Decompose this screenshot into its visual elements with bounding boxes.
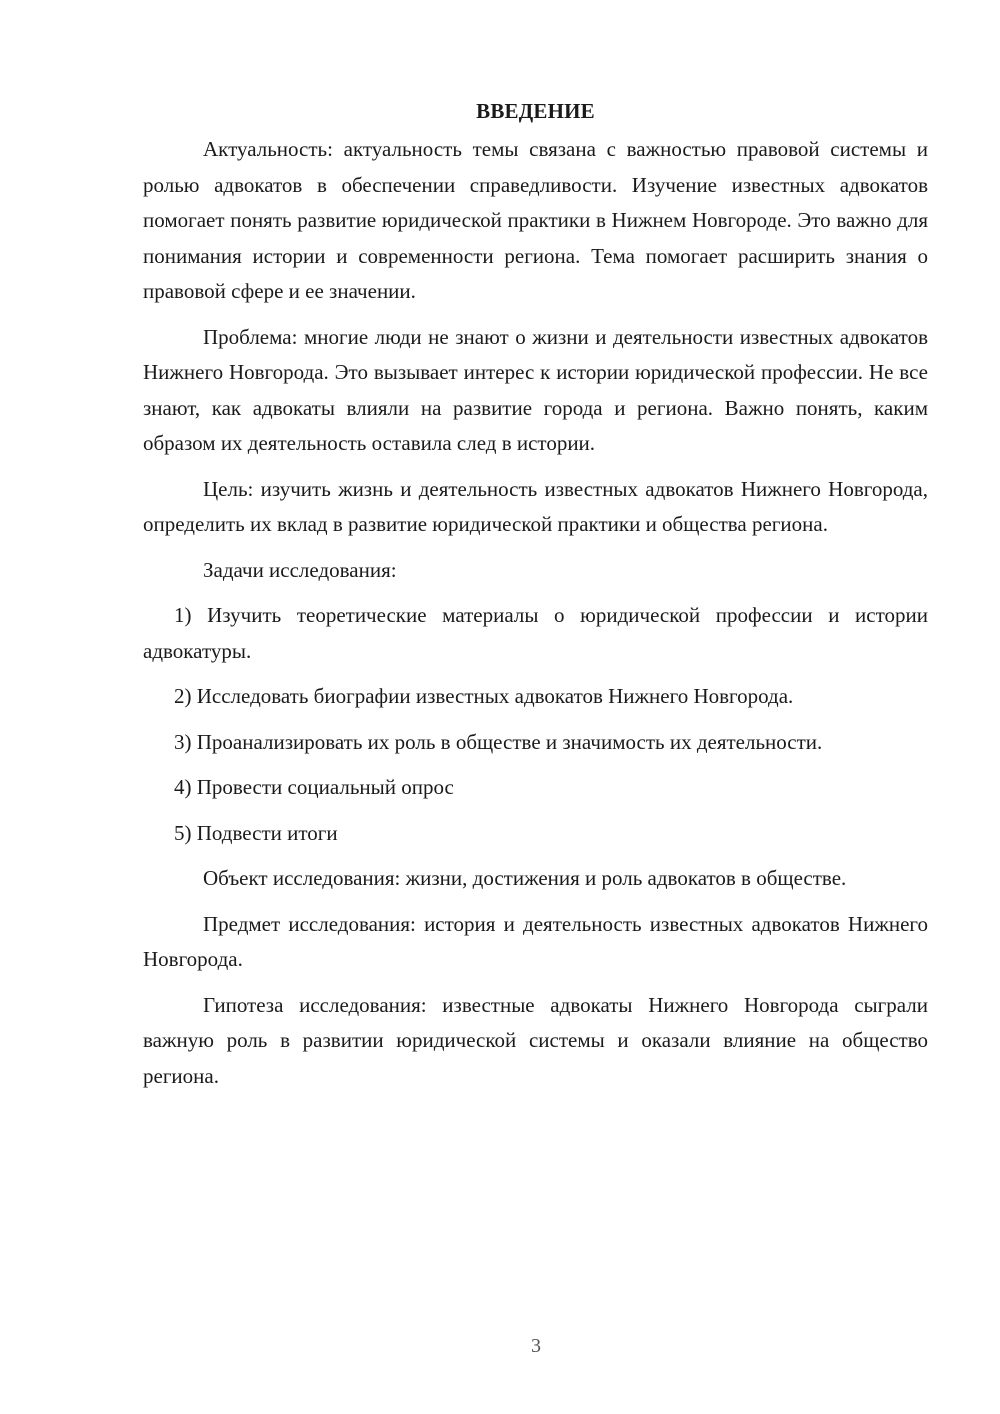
task-item-4: 4) Провести социальный опрос (174, 775, 454, 799)
page-content (143, 94, 928, 1104)
task-item-5: 5) Подвести итоги (174, 820, 338, 845)
tasks-heading: Задачи исследования: (203, 557, 397, 582)
tasks-list (143, 598, 928, 851)
object-paragraph: Объект исследования: жизни, достижения и роль адвокатов в обществе. (203, 866, 847, 890)
task-item-3: 3) Проанализировать их роль в обществе и значимость их деятельности. (174, 729, 823, 754)
problem-paragraph: Проблема: многие люди не знают о жизни и деятельности известных адвокатов Нижнего Новгорода. Это вызывает интерес к истории юридической профессии. Не все знают, как адвокаты влияли на развитие города и региона. Важно понять, каким образом их деятельность оставила след в истории. (143, 324, 928, 455)
goal-paragraph: Цель: изучить жизнь и деятельность известных адвокатов Нижнего Новгорода, определить их вклад в развитие юридической практики и общества региона. (143, 476, 928, 536)
hypothesis-paragraph: Гипотеза исследования: известные адвокаты Нижнего Новгорода сыграли важную роль в развитии юридической системы и оказали влияние на общество региона. (143, 992, 928, 1088)
section-title: ВВЕДЕНИЕ (476, 99, 595, 123)
task-item-2: 2) Исследовать биографии известных адвокатов Нижнего Новгорода. (174, 684, 794, 708)
relevance-paragraph: Актуальность: актуальность темы связана с важностью правовой системы и ролью адвокатов в обеспечении справедливости. Изучение известных адвокатов помогает понять развитие юридической практики в Нижнем Новгороде. Это важно для понимания истории и современности региона. Тема помогает расширить знания о правовой сфере и ее значении. (143, 137, 928, 303)
subject-paragraph: Предмет исследования: история и деятельность известных адвокатов Нижнего Новгорода. (143, 911, 928, 971)
task-item-1: 1) Изучить теоретические материалы о юридической профессии и истории адвокатуры. (143, 603, 928, 663)
page-number: 3 (531, 1335, 541, 1357)
